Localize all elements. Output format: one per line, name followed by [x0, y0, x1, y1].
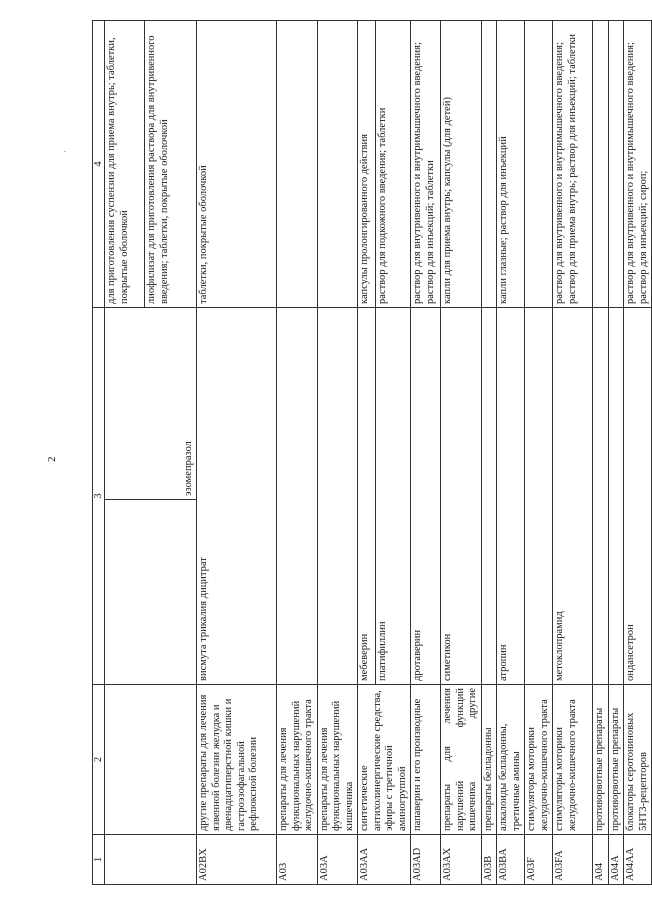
form-cell: [277, 21, 318, 308]
form-cell: [481, 21, 497, 308]
form-cell: раствор для внутривенного и внутримышечного введения; раствор для инъекций; таблетки: [411, 21, 441, 308]
group-cell: стимуляторы моторики желудочно-кишечного тракта: [553, 685, 593, 835]
page-number: 2: [46, 456, 58, 462]
group-cell: папаверин и его производные: [411, 685, 441, 835]
form-cell: раствор для внутривенного и внутримышечного введения; раствор для инъекций; сироп;: [624, 21, 652, 308]
drug-cell: ондансетрон: [624, 308, 652, 685]
group-cell: препараты для лечения функциональных нарушений кишечника: [317, 685, 358, 835]
drug-cell: атропин: [497, 308, 525, 685]
stray-mark: ·: [60, 150, 70, 153]
table-row: [525, 21, 553, 885]
header-col-2: 2: [93, 685, 105, 835]
drug-cell: [525, 308, 553, 685]
drug-cell: [317, 308, 358, 685]
drug-cell: эзомепразол: [145, 308, 197, 500]
atc-code-cell: A03AX: [441, 835, 482, 885]
group-cell: стимуляторы моторики желудочно-кишечного тракта: [525, 685, 553, 835]
header-row: [93, 21, 105, 885]
form-cell: капли для приема внутрь; капсулы (для детей): [441, 21, 482, 308]
group-cell: препараты белладонны: [481, 685, 497, 835]
atc-code-cell: A03FA: [553, 835, 593, 885]
table-row: [317, 21, 358, 885]
atc-code-cell: A03AA: [358, 835, 411, 885]
form-cell: [593, 21, 609, 308]
spacer-cell: [105, 500, 197, 685]
table-row: [411, 21, 441, 885]
form-cell: раствор для подкожного введения; таблетки: [376, 21, 411, 308]
atc-code-cell: A02BX: [197, 835, 277, 885]
group-cell: блокаторы серотониновых 5НТ3-рецепторов: [624, 685, 652, 835]
group-cell: алкалоиды белладонны, третичные амины: [497, 685, 525, 835]
table-row: [197, 21, 277, 885]
atc-code-cell: A03F: [525, 835, 553, 885]
form-cell: [525, 21, 553, 308]
drug-cell: [593, 308, 609, 685]
table-row: [441, 21, 482, 885]
table-row: [105, 21, 145, 885]
drug-cell: дротаверин: [411, 308, 441, 685]
table-row: [481, 21, 497, 885]
form-cell: [608, 21, 624, 308]
group-cell: синтетические антихолинергические средства, эфиры с третичной аминогруппой: [358, 685, 411, 835]
atc-code-cell: A04AA: [624, 835, 652, 885]
table-row: [553, 21, 593, 885]
form-cell: капли глазные; раствор для инъекций: [497, 21, 525, 308]
drug-cell: [608, 308, 624, 685]
table-row: [608, 21, 624, 885]
drug-cell: мебеверин: [358, 308, 376, 685]
group-cell: [105, 685, 197, 835]
group-cell: противорвотные препараты: [593, 685, 609, 835]
drug-cell: платифиллин: [376, 308, 411, 685]
atc-code-cell: A03: [277, 835, 318, 885]
form-cell: [317, 21, 358, 308]
table-row: [593, 21, 609, 885]
atc-code-cell: [105, 835, 197, 885]
atc-code-cell: A03B: [481, 835, 497, 885]
table-row: [497, 21, 525, 885]
group-cell: противорвотные препараты: [608, 685, 624, 835]
atc-code-cell: A03A: [317, 835, 358, 885]
drug-list-table: [92, 20, 652, 885]
header-col-1: 1: [93, 835, 105, 885]
form-cell: для приготовления суспензии для приема внутрь; таблетки, покрытые оболочкой: [105, 21, 145, 308]
group-cell: препараты для лечения нарушений функций кишечника другие: [441, 685, 482, 835]
header-col-3: 3: [93, 308, 105, 685]
group-cell: другие препараты для лечения язвенной болезни желудка и двенадцатиперстной кишки и гастроэзофагальной рефлюксной болезни: [197, 685, 277, 835]
form-cell: лиофилизат для приготовления раствора для внутривенного введения; таблетки, покрытые оболочкой: [145, 21, 197, 308]
form-cell: таблетки, покрытые оболочкой: [197, 21, 277, 308]
drug-cell: [105, 308, 145, 500]
table-row: [277, 21, 318, 885]
drug-cell: [277, 308, 318, 685]
drug-cell: [481, 308, 497, 685]
form-cell: капсулы пролонгированного действия: [358, 21, 376, 308]
atc-code-cell: A04A: [608, 835, 624, 885]
header-col-4: 4: [93, 21, 105, 308]
drug-cell: метоклопрамид: [553, 308, 593, 685]
atc-code-cell: A03BA: [497, 835, 525, 885]
drug-cell: висмута трикалия дицитрат: [197, 308, 277, 685]
drug-cell: симетикон: [441, 308, 482, 685]
table-row: [358, 21, 376, 885]
atc-code-cell: A04: [593, 835, 609, 885]
group-cell: препараты для лечения функциональных нарушений желудочно-кишечного тракта: [277, 685, 318, 835]
form-cell: раствор для внутривенного и внутримышечного введения; раствор для приема внутрь; раствор для инъекций; таблетки: [553, 21, 593, 308]
table-row: [624, 21, 652, 885]
atc-code-cell: A03AD: [411, 835, 441, 885]
